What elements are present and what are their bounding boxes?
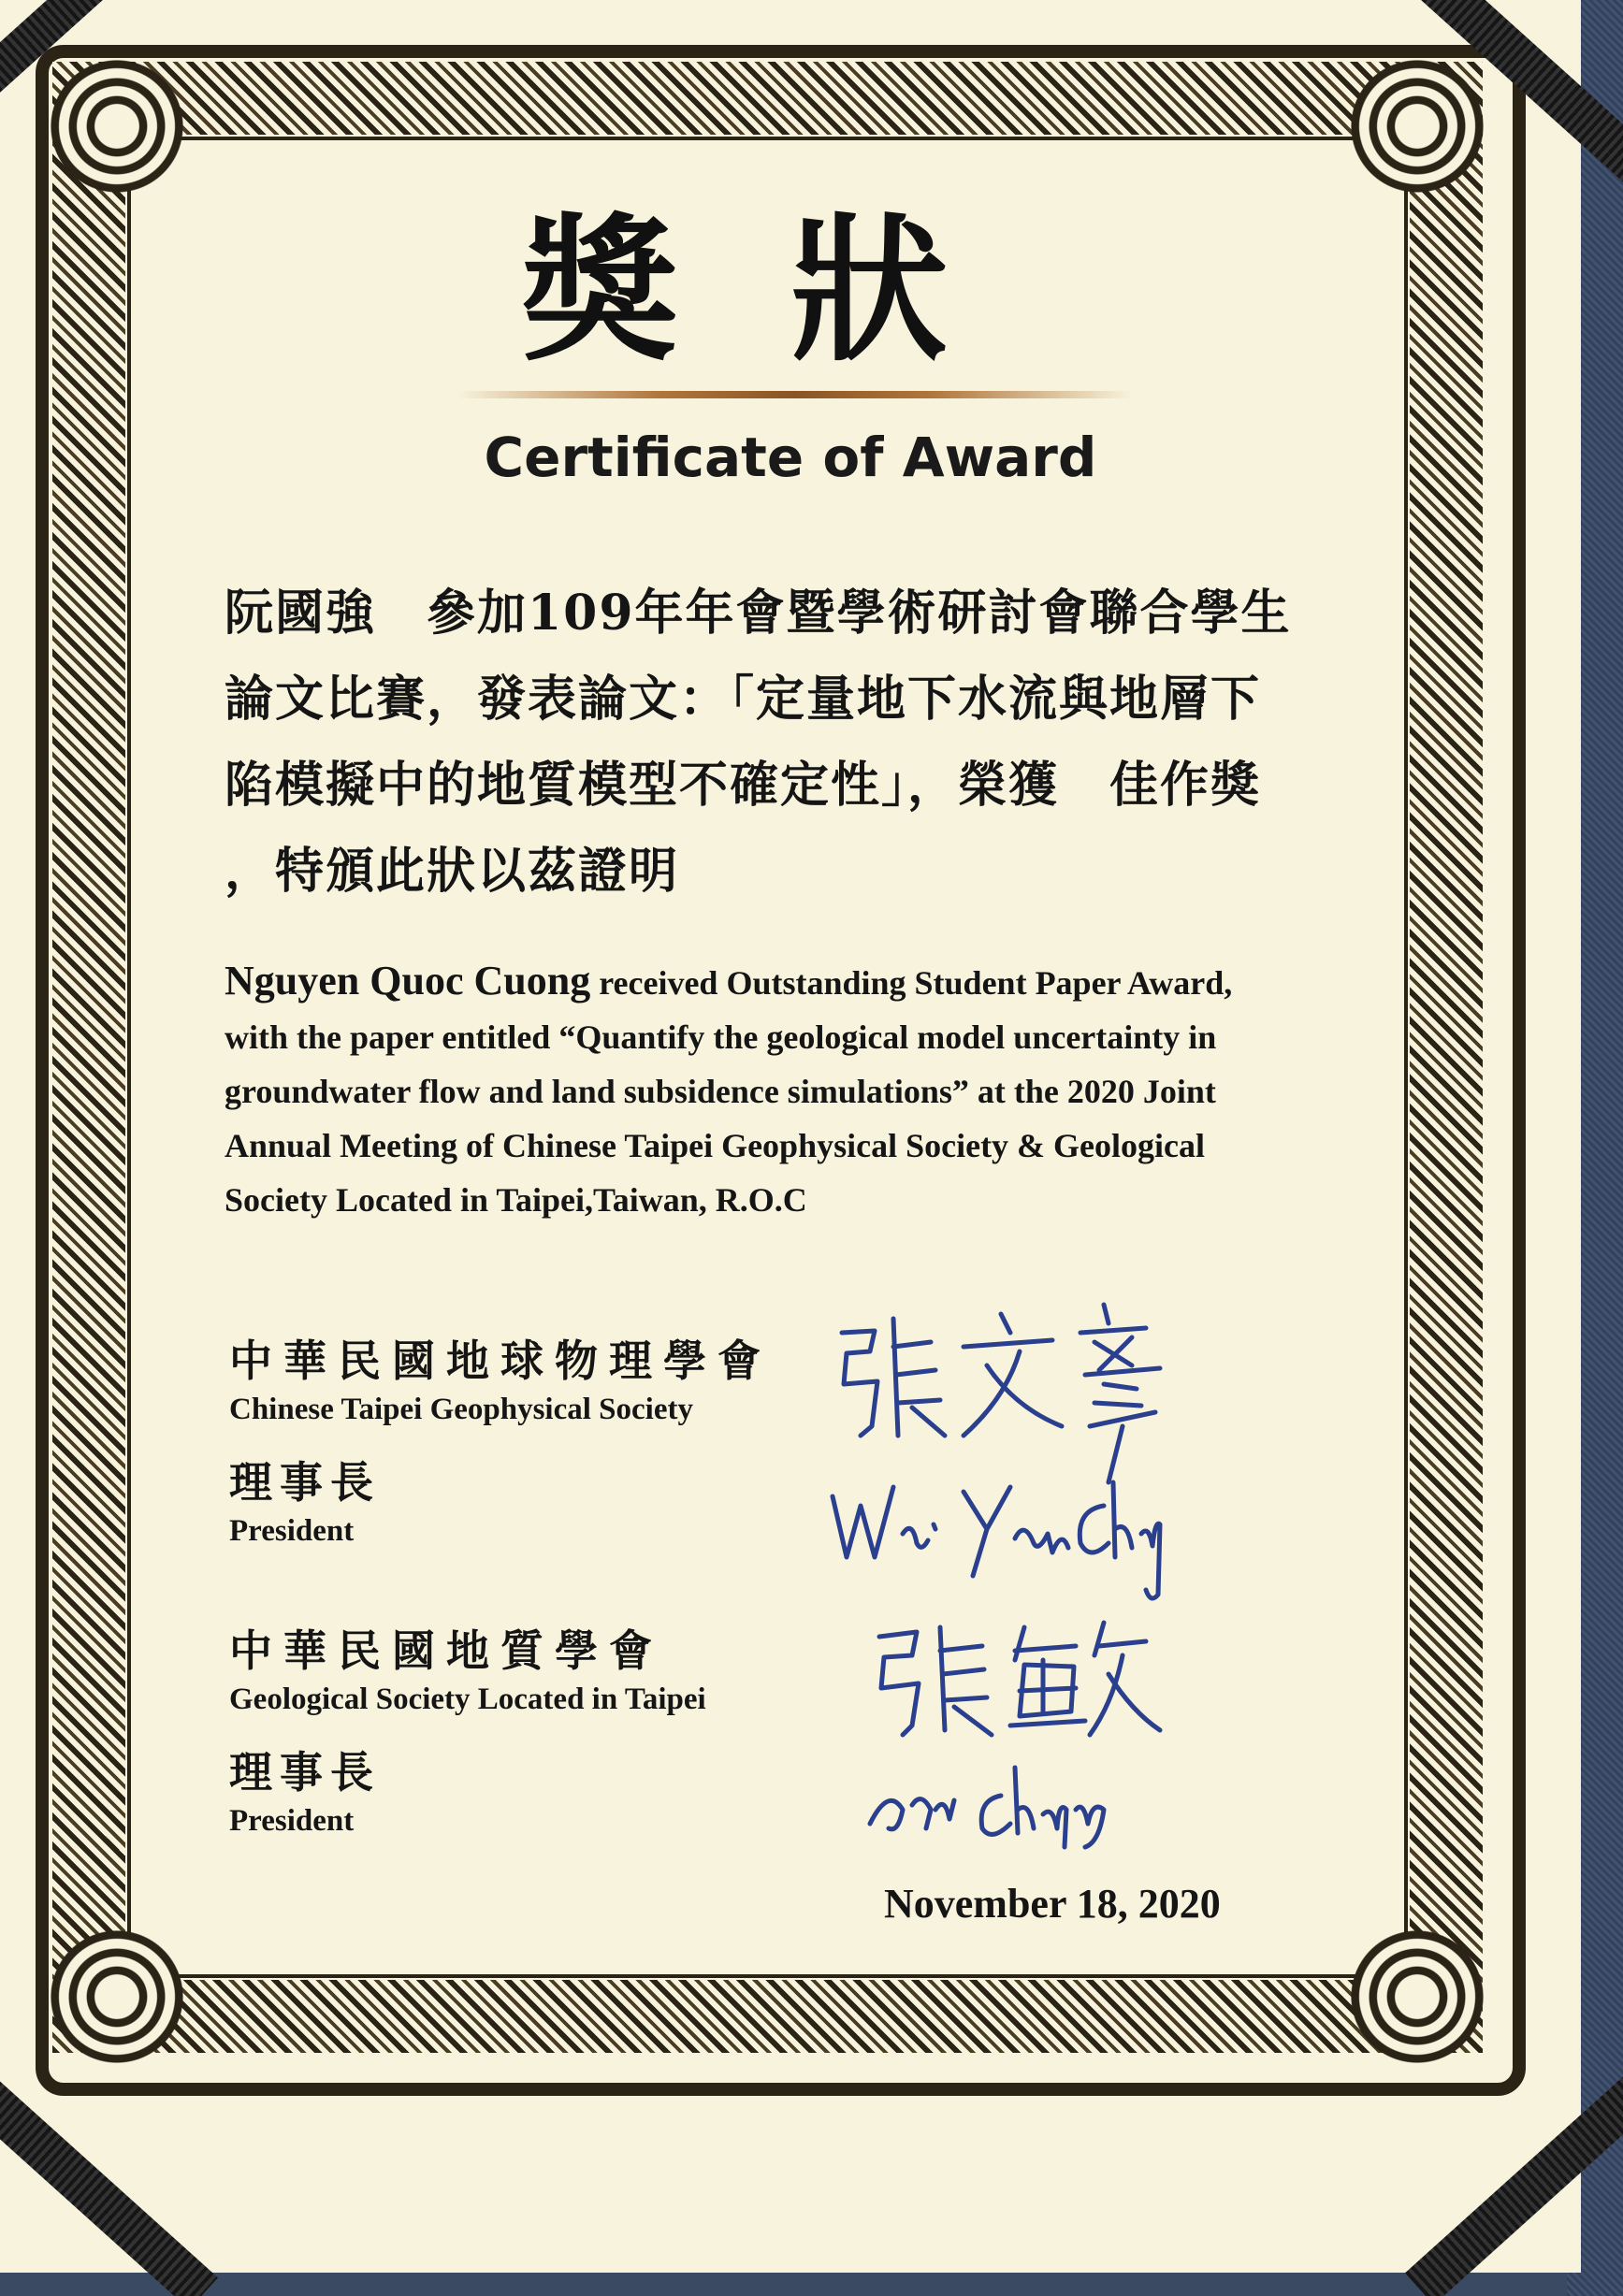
- award-text-chinese-line: 阮國強 參加109年年會暨學術研討會聯合學生: [225, 585, 1292, 642]
- signatory-title-chinese: 理事長: [229, 1457, 381, 1508]
- award-date: November 18, 2020: [884, 1881, 1221, 1927]
- signatory-block-geological: [229, 1623, 706, 1841]
- award-text-english: [225, 954, 1375, 1227]
- award-text-chinese-line: 論文比賽，發表論文：「定量地下水流與地層下: [225, 671, 1262, 728]
- title-divider: [458, 391, 1132, 398]
- recipient-name: Nguyen Quoc Cuong: [225, 958, 591, 1004]
- signatory-title-english: President: [229, 1514, 355, 1548]
- title-chinese: 獎狀: [521, 197, 1060, 383]
- award-text-chinese-line: 陷模擬中的地質模型不確定性」，榮獲 佳作獎: [225, 757, 1262, 814]
- organization-name-chinese: 中華民國地質學會: [229, 1625, 663, 1676]
- organization-name-english: Geological Society Located in Taipei: [229, 1682, 706, 1716]
- title-english: Certificate of Award: [484, 426, 1097, 489]
- award-text-english-line: groundwater flow and land subsidence simulations” at the 2020 Joint: [225, 1073, 1216, 1110]
- signature-wei-yen-chang: [823, 1295, 1179, 1604]
- signatory-title-english: President: [229, 1804, 355, 1838]
- signatory-block-geophysical: [229, 1333, 772, 1552]
- award-text-chinese: [225, 570, 1310, 915]
- signature-min-chang: [861, 1609, 1179, 1852]
- award-text-english-line: Society Located in Taipei,Taiwan, R.O.C: [225, 1181, 807, 1219]
- organization-name-chinese: 中華民國地球物理學會: [229, 1336, 772, 1386]
- organization-name-english: Chinese Taipei Geophysical Society: [229, 1393, 693, 1426]
- award-text-english-fragment: received Outstanding Student Paper Award,: [590, 964, 1233, 1002]
- award-text-english-line: Annual Meeting of Chinese Taipei Geophysical Society & Geological: [225, 1127, 1206, 1164]
- award-text-english-line: with the paper entitled “Quantify the geological model uncertainty in: [225, 1018, 1217, 1056]
- award-text-english-line: [225, 954, 1375, 1010]
- signatory-title-chinese: 理事長: [229, 1747, 381, 1798]
- award-text-chinese-line: ，特頒此狀以茲證明: [225, 843, 680, 900]
